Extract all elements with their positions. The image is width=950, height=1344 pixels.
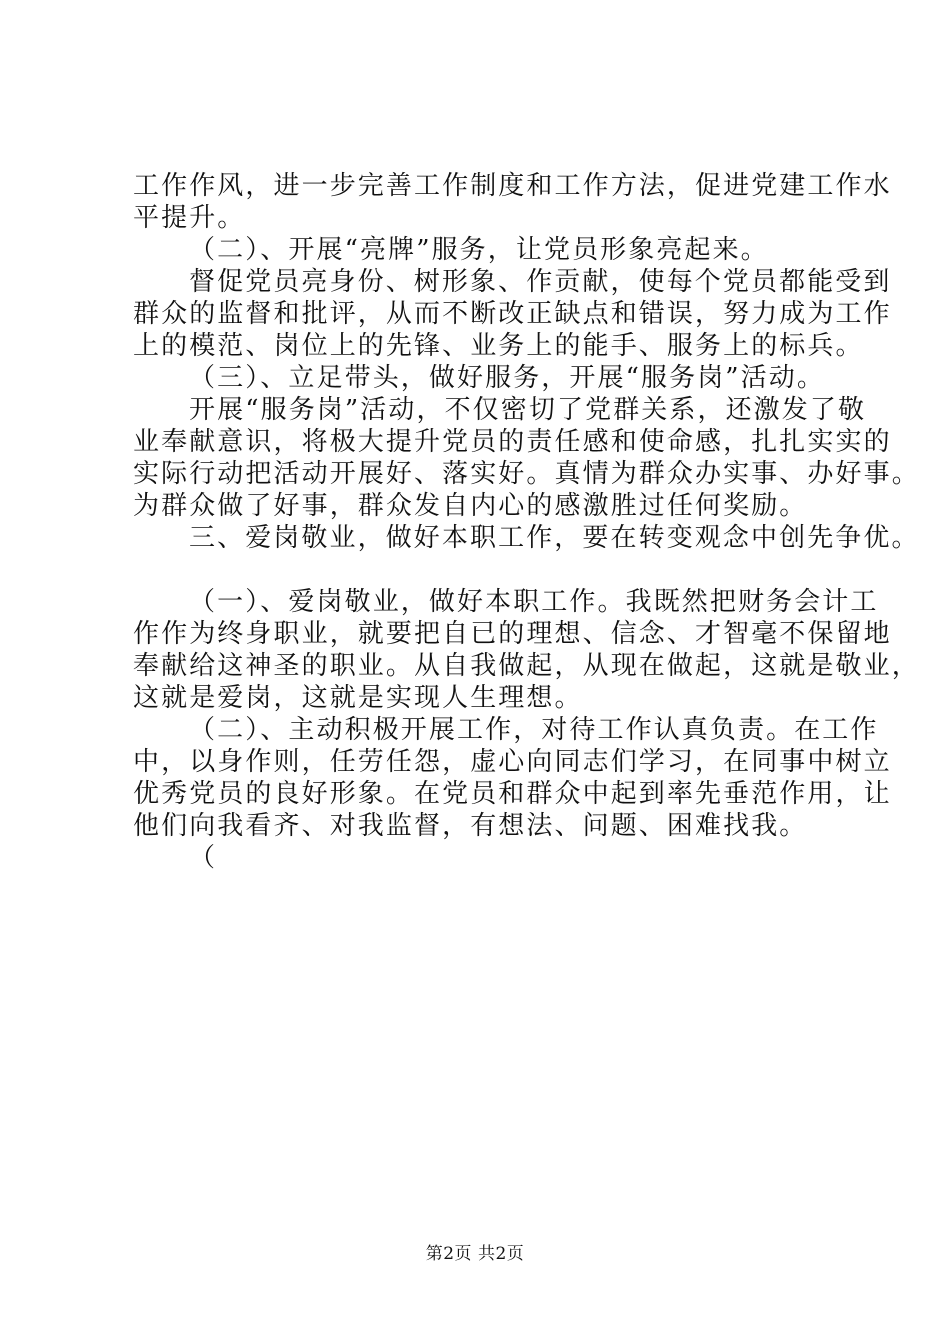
text-line: 工作作风，进一步完善工作制度和工作方法，促进党建工作水	[133, 171, 892, 201]
text-line: 中，以身作则，任劳任怨，虚心向同志们学习，在同事中树立	[133, 747, 892, 777]
text-line: 群众的监督和批评，从而不断改正缺点和错误，努力成为工作	[133, 299, 892, 329]
section-heading: 三、爱岗敬业，做好本职工作，要在转变观念中创先争优。	[189, 523, 920, 553]
section-heading: （三）、立足带头，做好服务，开展“服务岗”活动。	[189, 363, 825, 393]
text-line: 奉献给这神圣的职业。从自我做起，从现在做起，这就是敬业，	[133, 651, 920, 681]
text-line: （一）、爱岗敬业，做好本职工作。我既然把财务会计工	[189, 587, 879, 617]
text-line: 督促党员亮身份、树形象、作贡献，使每个党员都能受到	[189, 267, 892, 297]
text-line: 优秀党员的良好形象。在党员和群众中起到率先垂范作用，让	[133, 779, 892, 809]
text-line: 实际行动把活动开展好、落实好。真情为群众办实事、办好事。	[133, 459, 920, 489]
text-line: （	[189, 843, 218, 873]
text-line: 上的模范、岗位上的先锋、业务上的能手、服务上的标兵。	[133, 331, 864, 361]
text-line: （二）、主动积极开展工作，对待工作认真负责。在工作	[189, 715, 879, 745]
text-line: 业奉献意识，将极大提升党员的责任感和使命感，扎扎实实的	[133, 427, 892, 457]
text-line: 作作为终身职业，就要把自已的理想、信念、才智毫不保留地	[133, 619, 892, 649]
text-line: 为群众做了好事，群众发自内心的感激胜过任何奖励。	[133, 491, 808, 521]
text-line: 他们向我看齐、对我监督，有想法、问题、困难找我。	[133, 811, 808, 841]
text-line: 开展“服务岗”活动，不仅密切了党群关系，还激发了敬	[189, 395, 867, 425]
document-body	[133, 170, 920, 874]
section-heading: （二）、开展“亮牌”服务，让党员形象亮起来。	[189, 235, 769, 265]
text-line: 平提升。	[133, 203, 246, 233]
page-footer: 第2页 共2页	[425, 1244, 525, 1264]
text-line: 这就是爱岗，这就是实现人生理想。	[133, 683, 583, 713]
paragraph-gap	[133, 554, 845, 586]
